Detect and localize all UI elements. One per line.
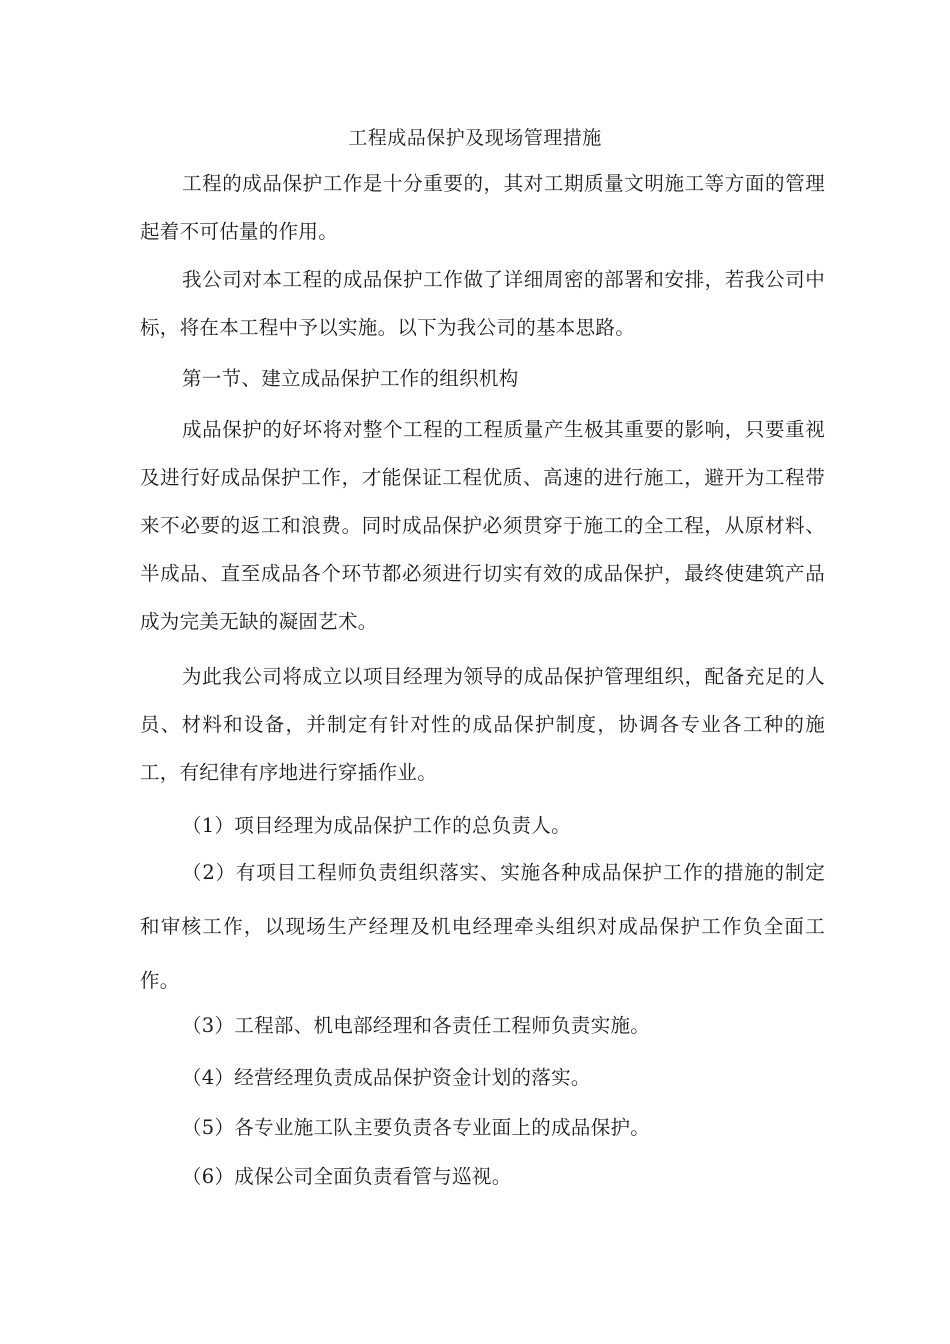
- document-title: 工程成品保护及现场管理措施: [348, 127, 602, 149]
- list-item-1: （1）项目经理为成品保护工作的总负责人。: [182, 814, 571, 837]
- list-item-2: （2）有项目工程师负责组织落实、实施各种成品保护工作的措施的制定和审核工作，以现场生产经理及机电经理牵头组织对成品保护工作负全面工作。: [140, 861, 825, 992]
- paragraph-intro-2: 我公司对本工程的成品保护工作做了详细周密的部署和安排，若我公司中标，将在本工程中予以实施。以下为我公司的基本思路。: [140, 268, 825, 339]
- list-item-6: （6）成保公司全面负责看管与巡视。: [182, 1165, 512, 1188]
- paragraph-intro-1: 工程的成品保护工作是十分重要的，其对工期质量文明施工等方面的管理起着不可估量的作用。: [140, 172, 825, 243]
- section-heading: 第一节、建立成品保护工作的组织机构: [182, 367, 519, 390]
- list-item-5: （5）各专业施工队主要负责各专业面上的成品保护。: [182, 1116, 651, 1139]
- list-item-3: （3）工程部、机电部经理和各责任工程师负责实施。: [182, 1014, 651, 1037]
- list-item-4: （4）经营经理负责成品保护资金计划的落实。: [182, 1066, 591, 1089]
- paragraph-section-1: 成品保护的好坏将对整个工程的工程质量产生极其重要的影响，只要重视及进行好成品保护工作，才能保证工程优质、高速的进行施工，避开为工程带来不必要的返工和浪费。同时成品保护必须贯穿于施工的全工程，从原材料、半成品、直至成品各个环节都必须进行切实有效的成品保护，最终使建筑产品成为完美无缺的凝固艺术。: [140, 418, 825, 633]
- paragraph-section-2: 为此我公司将成立以项目经理为领导的成品保护管理组织，配备充足的人员、材料和设备，并制定有针对性的成品保护制度，协调各专业各工种的施工，有纪律有序地进行穿插作业。: [140, 665, 825, 784]
